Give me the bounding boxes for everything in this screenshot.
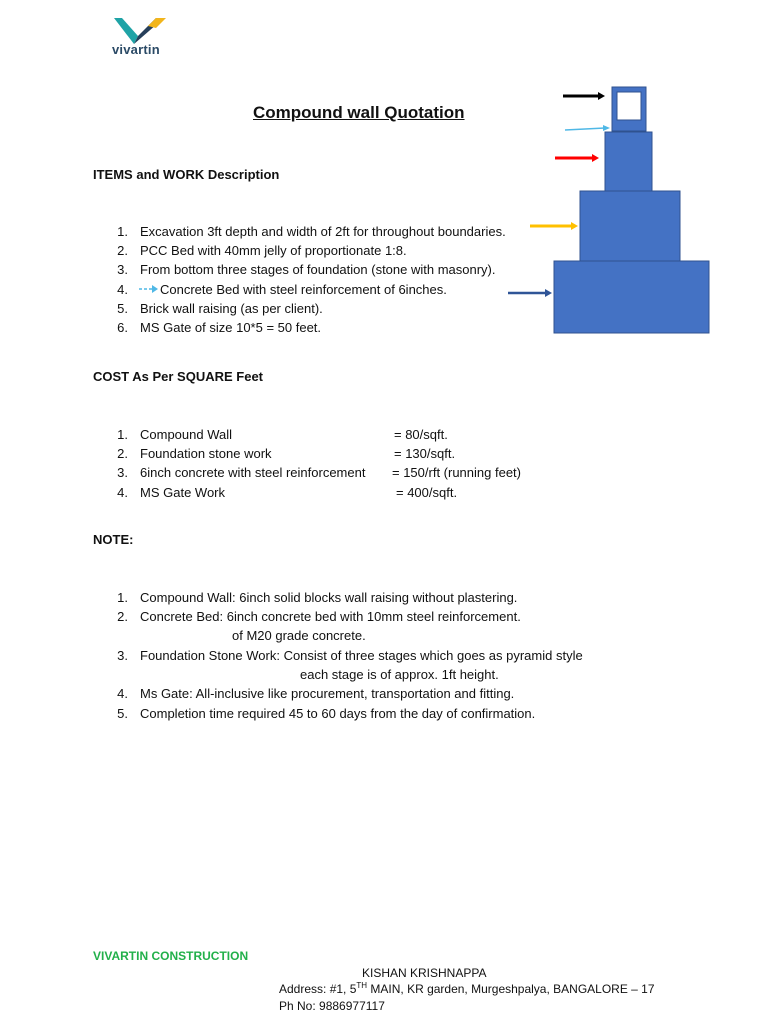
arrow-icon [563, 92, 605, 100]
item-text: PCC Bed with 40mm jelly of proportionate 1:8. [140, 243, 407, 258]
cost-label: Compound Wall [140, 427, 233, 442]
item-number: 5. [117, 706, 128, 721]
address-suffix: MAIN, KR garden, Murgeshpalya, BANGALORE – 17 [367, 982, 655, 996]
cost-label: MS Gate Work [140, 485, 226, 500]
address-line [279, 982, 655, 996]
item-number: 4. [117, 686, 128, 701]
item-number: 2. [117, 609, 128, 624]
item-number: 2. [117, 446, 128, 461]
item-number: 5. [117, 301, 128, 316]
arrow-icon [555, 154, 599, 162]
item-number: 3. [117, 465, 128, 480]
item-number: 1. [117, 427, 128, 442]
item-number: 4. [117, 485, 128, 500]
logo-teal-chevron [114, 18, 138, 44]
item-number: 3. [117, 648, 128, 663]
item-number: 1. [117, 224, 128, 239]
foundation-stage-bottom [554, 261, 709, 333]
note-continuation: each stage is of approx. 1ft height. [300, 667, 499, 682]
gate-opening [617, 92, 641, 120]
note-continuation: of M20 grade concrete. [232, 628, 366, 643]
item-text: Brick wall raising (as per client). [140, 301, 323, 316]
contact-name: KISHAN KRISHNAPPA [362, 966, 487, 980]
item-text: MS Gate of size 10*5 = 50 feet. [140, 320, 322, 335]
item-number: 4. [117, 282, 128, 297]
logo-gold-chevron [148, 18, 166, 28]
note-heading: NOTE: [93, 532, 134, 547]
item-number: 2. [117, 243, 128, 258]
foundation-diagram [500, 80, 720, 340]
cost-value: = 400/sqft. [396, 485, 458, 500]
items-heading: ITEMS and WORK Description [93, 167, 280, 182]
cost-heading: COST As Per SQUARE Feet [93, 369, 264, 384]
note-text: Ms Gate: All-inclusive like procurement, transportation and fitting. [140, 686, 515, 701]
item-number: 1. [117, 590, 128, 605]
item-text: From bottom three stages of foundation (stone with masonry). [140, 262, 496, 277]
item-number: 6. [117, 320, 128, 335]
address-superscript: TH [356, 981, 368, 990]
address-prefix: Address: #1, 5 [279, 982, 357, 996]
item-text: Concrete Bed with steel reinforcement of 6inches. [160, 282, 447, 297]
cost-label: Foundation stone work [140, 446, 272, 461]
item-number: 3. [117, 262, 128, 277]
arrow-icon [565, 125, 610, 131]
arrow-icon [530, 222, 578, 230]
logo-wordmark: vivartin [112, 42, 160, 57]
note-text: Completion time required 45 to 60 days from the day of confirmation. [140, 706, 536, 721]
vivartin-logo [108, 14, 184, 66]
note-text: Foundation Stone Work: Consist of three stages which goes as pyramid style [140, 648, 583, 663]
document-title: Compound wall Quotation [253, 103, 465, 122]
cost-value: = 80/sqft. [394, 427, 448, 442]
cost-value: = 150/rft (running feet) [392, 465, 521, 480]
foundation-stage-top [580, 191, 680, 261]
note-text: Compound Wall: 6inch solid blocks wall raising without plastering. [140, 590, 518, 605]
note-text: Concrete Bed: 6inch concrete bed with 10mm steel reinforcement. [140, 609, 521, 624]
arrow-icon [508, 289, 552, 297]
arrow-icon [139, 284, 159, 294]
wall-block [605, 132, 652, 191]
item-text: Excavation 3ft depth and width of 2ft for throughout boundaries. [140, 224, 506, 239]
company-name: VIVARTIN CONSTRUCTION [93, 949, 249, 963]
cost-value: = 130/sqft. [394, 446, 456, 461]
phone-number: Ph No: 9886977117 [279, 999, 385, 1013]
cost-label: 6inch concrete with steel reinforcement [140, 465, 366, 480]
